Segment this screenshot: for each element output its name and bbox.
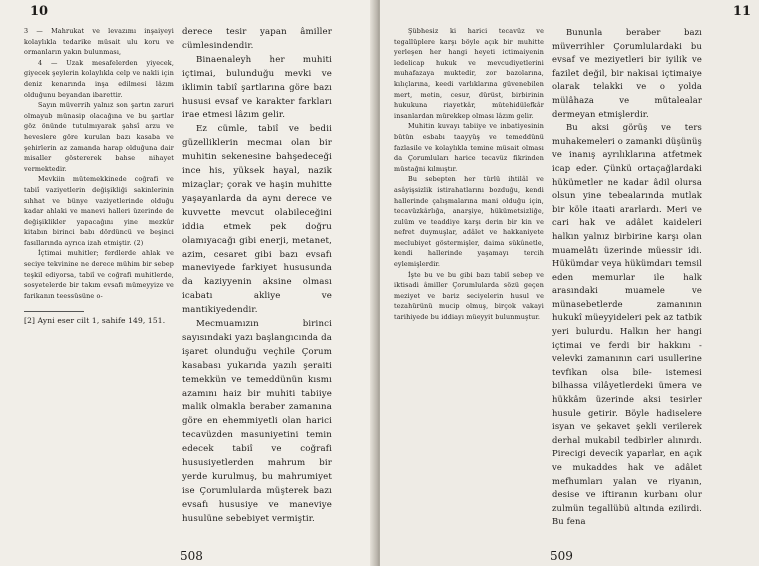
paragraph: Ez cümle, tabiî ve bedii güzelliklerin mecmaı olan bir muhitin sekenesine bahşedeceği ince his, yüksek hayal, nazik mizaçlar; çorak ve haşin muhitte yaşayanlarda da aynı derece ve kuvvette mevcut olabileceğini iddia etmek pek doğru olamıyacağı gibi enerji, metanet, azim, cesaret gibi bazı evsafı maneviyede farkiyet hususunda da kaziyyenin aksine olması icabatı akliye ve mantikiyedendir. — [182, 124, 332, 316]
left-column-2 — [182, 26, 332, 527]
paragraph: Bununla beraber bazı müverrihler Çorumlulardaki bu evsaf ve meziyetleri bir iyilik ve fazilet değil, bir nakisai içtimaiye olarak telakki ve o yolda mülâhaza ve mütalealar dermeyan etmişlerdir. — [552, 27, 702, 119]
right-column-1 — [394, 26, 544, 529]
paragraph: Sayın müverrih yalnız son şartın zaruri olmayub münasip olacağına ve bu şartlar göz önünde tutulmıyarak şahsî arzu ve heveslere göre kurulan bazı kasaba ve şehirlerin az zamanda harap olduğuna dair misaller göstererek bahse nihayet vermektedir. — [24, 101, 174, 173]
right-page-header-number: 11 — [732, 4, 751, 19]
paragraph: Mecmuamızın birinci sayısındaki yazı başlangıcında da işaret olunduğu veçhile Çorum kasabası yukarıda yazılı şeraiti temekkün ve temeddünün kısmı azamını haiz bir muhiti tabiiye malik olmakla beraber zamanına göre en ehemmiyetli olan harici tecavüzden masuniyetini temin edecek tabiî ve coğrafi hususiyetlerden mahrum bir yerde kurulmuş, bu mahrumiyet ise Çorumlularda müşterek bazı evsafı hususiye ve maneviye husulüne sebebiyet vermiştir. — [182, 319, 332, 524]
paragraph: Muhitin kuvayı tabiiye ve inbatiyesinin bütün esbabı taayyüş ve temeddünü fazlasile ve kolaylıkla temine müsait olması da Çorumluları harice tecavüz fikrinden müstağni kılmıştır. — [394, 122, 544, 173]
right-page-footer-number: 509 — [550, 549, 573, 563]
paragraph: Şübhesiz ki harici tecavüz ve tegallüplere karşı böyle açık bir muhitte yerleşen her hangi heyeti ictimaiyenin ledelicap hukuk ve mevcudiyetlerini muhafazaya muktedir, zor bazolarına, kılıçlarına, keedi varlıklarına güvenebilen mert, metin, cesur, dürüst, birbirinin hukukuna riayetkâr, mütehidülefkâr insanlardan mürekkep olması lâzım gelir. — [394, 27, 544, 120]
paragraph: İçtimai muhitler; ferdlerde ahlak ve seciye tekvinine ne derece mühim bir sebep teşkil ediyorsa, tabiî ve coğrafi muhitlerde, sosyetelerde bir takım evsafı mümeyyize ve farikanın teessüsüne o- — [24, 249, 174, 300]
left-column-1 — [24, 26, 174, 527]
paragraph: İşte bu ve bu gibi bazı tabiî sebep ve iktisadi âmiller Çorumlularda sözü geçen meziyet ve bariz seciyelerin husul ve tezahürünü mucip olmuş, birçok vakayi tarihiyede bu iddiayı müeyyit bulunmuştur. — [394, 270, 544, 322]
left-page-columns — [24, 26, 332, 527]
right-page — [380, 0, 759, 566]
right-column-2 — [552, 26, 702, 529]
footnote: [2] Ayni eser cilt 1, sahife 149, 151. — [24, 316, 166, 326]
left-page — [0, 0, 376, 566]
left-page-header-number: 10 — [30, 4, 49, 19]
paragraph: 3 — Mahrukat ve levazımı inşaiyeyi kolaylıkla tedarike müsait ulu koru ve ormanların yakın bulunması, — [24, 27, 174, 57]
paragraph: 4 — Uzak mesafelerden yiyecek, giyecek şeylerin kolaylıkla celp ve nakli için deniz kenarında inşa edilmesi lâzım olduğunu beyandan ibarettir. — [24, 58, 174, 99]
paragraph: derece tesir yapan âmiller cümlesindendir. — [182, 27, 332, 51]
paragraph: Bu aksi görüş ve ters muhakemeleri o zamanki düşünüş ve inanış ayrılıklarına atfetmek icap eder. Çünkü ortaçağlardaki hükümetler ne kadar âdil olursa olsun yine tebealarında mutlak bir köle itaati ararlardı. Meri ve cari hak ve adâlet kaideleri halkın yalnız birbirine karşı olan muamelâtı üzerinde müessir idi. Hükümdar veya hükümdarı temsil eden memurlar ile halk arasındaki muamele ve münasebetlerde zamanının hukukî müeyyideleri pek az tatbik yeri bulurdu. Halkın her hangi içtimai ve ferdi bir hakkını -velevki zamanının cari usullerine tevfikan olsa bile- istemesi bilhassa vilâyetlerdeki ümera ve hükkâm üzerinde aksi tesirler husule getirir. Böyle hadiselere isyan ve şekavet şekli verilerek derhal mukabil tedbirler alınırdı. Pirecigi devecik yaparlar, en açık ve mukaddes hak ve adâlet mefhumları yalan ve riyanın, desise ve iftiranın kurbanı olur zulmün tegallübü altında ezilirdi. Bu fena — [552, 122, 702, 527]
paragraph: Binaenaleyh her muhiti içtimai, bulunduğu mevki ve iklimin tabiî şartlarına göre bazı hususi evsaf ve karakter farkları irae etmesi lâzım gelir. — [182, 54, 332, 121]
paragraph: Bu sebepten her türlü ihtilâl ve asâyişsizlik istirahatlarını bozduğu, kendi hallerinde çalışmalarına mani olduğu için, tecavüzkârlığa, anarşiye, hükümetsizliğe, zulüm ve teaddiye karşı derin bir kin ve nefret duymuşlar, adâlet ve hakkaniyete meclubiyet göstermişler, daima sükûnetle, kendi hallerinde yaşamayı tercih eylemişlerdir. — [394, 175, 544, 269]
paragraph: Mevkiin mütemekkinede coğrafi ve tabiî vaziyetlerin değişikliği sakinlerinin sıhhat ve bünye vaziyetlerinde olduğu kadar ahlaki ve manevi halleri üzerinde de değişiklikler yapacağını yine mezkûr kitabın birinci babı dördüncü ve beşinci fasıllarında ayrıca izah etmiştir. (2) — [24, 175, 174, 247]
right-page-columns — [394, 26, 702, 529]
left-page-footer-number: 508 — [180, 549, 203, 563]
footnote-divider — [24, 311, 84, 312]
